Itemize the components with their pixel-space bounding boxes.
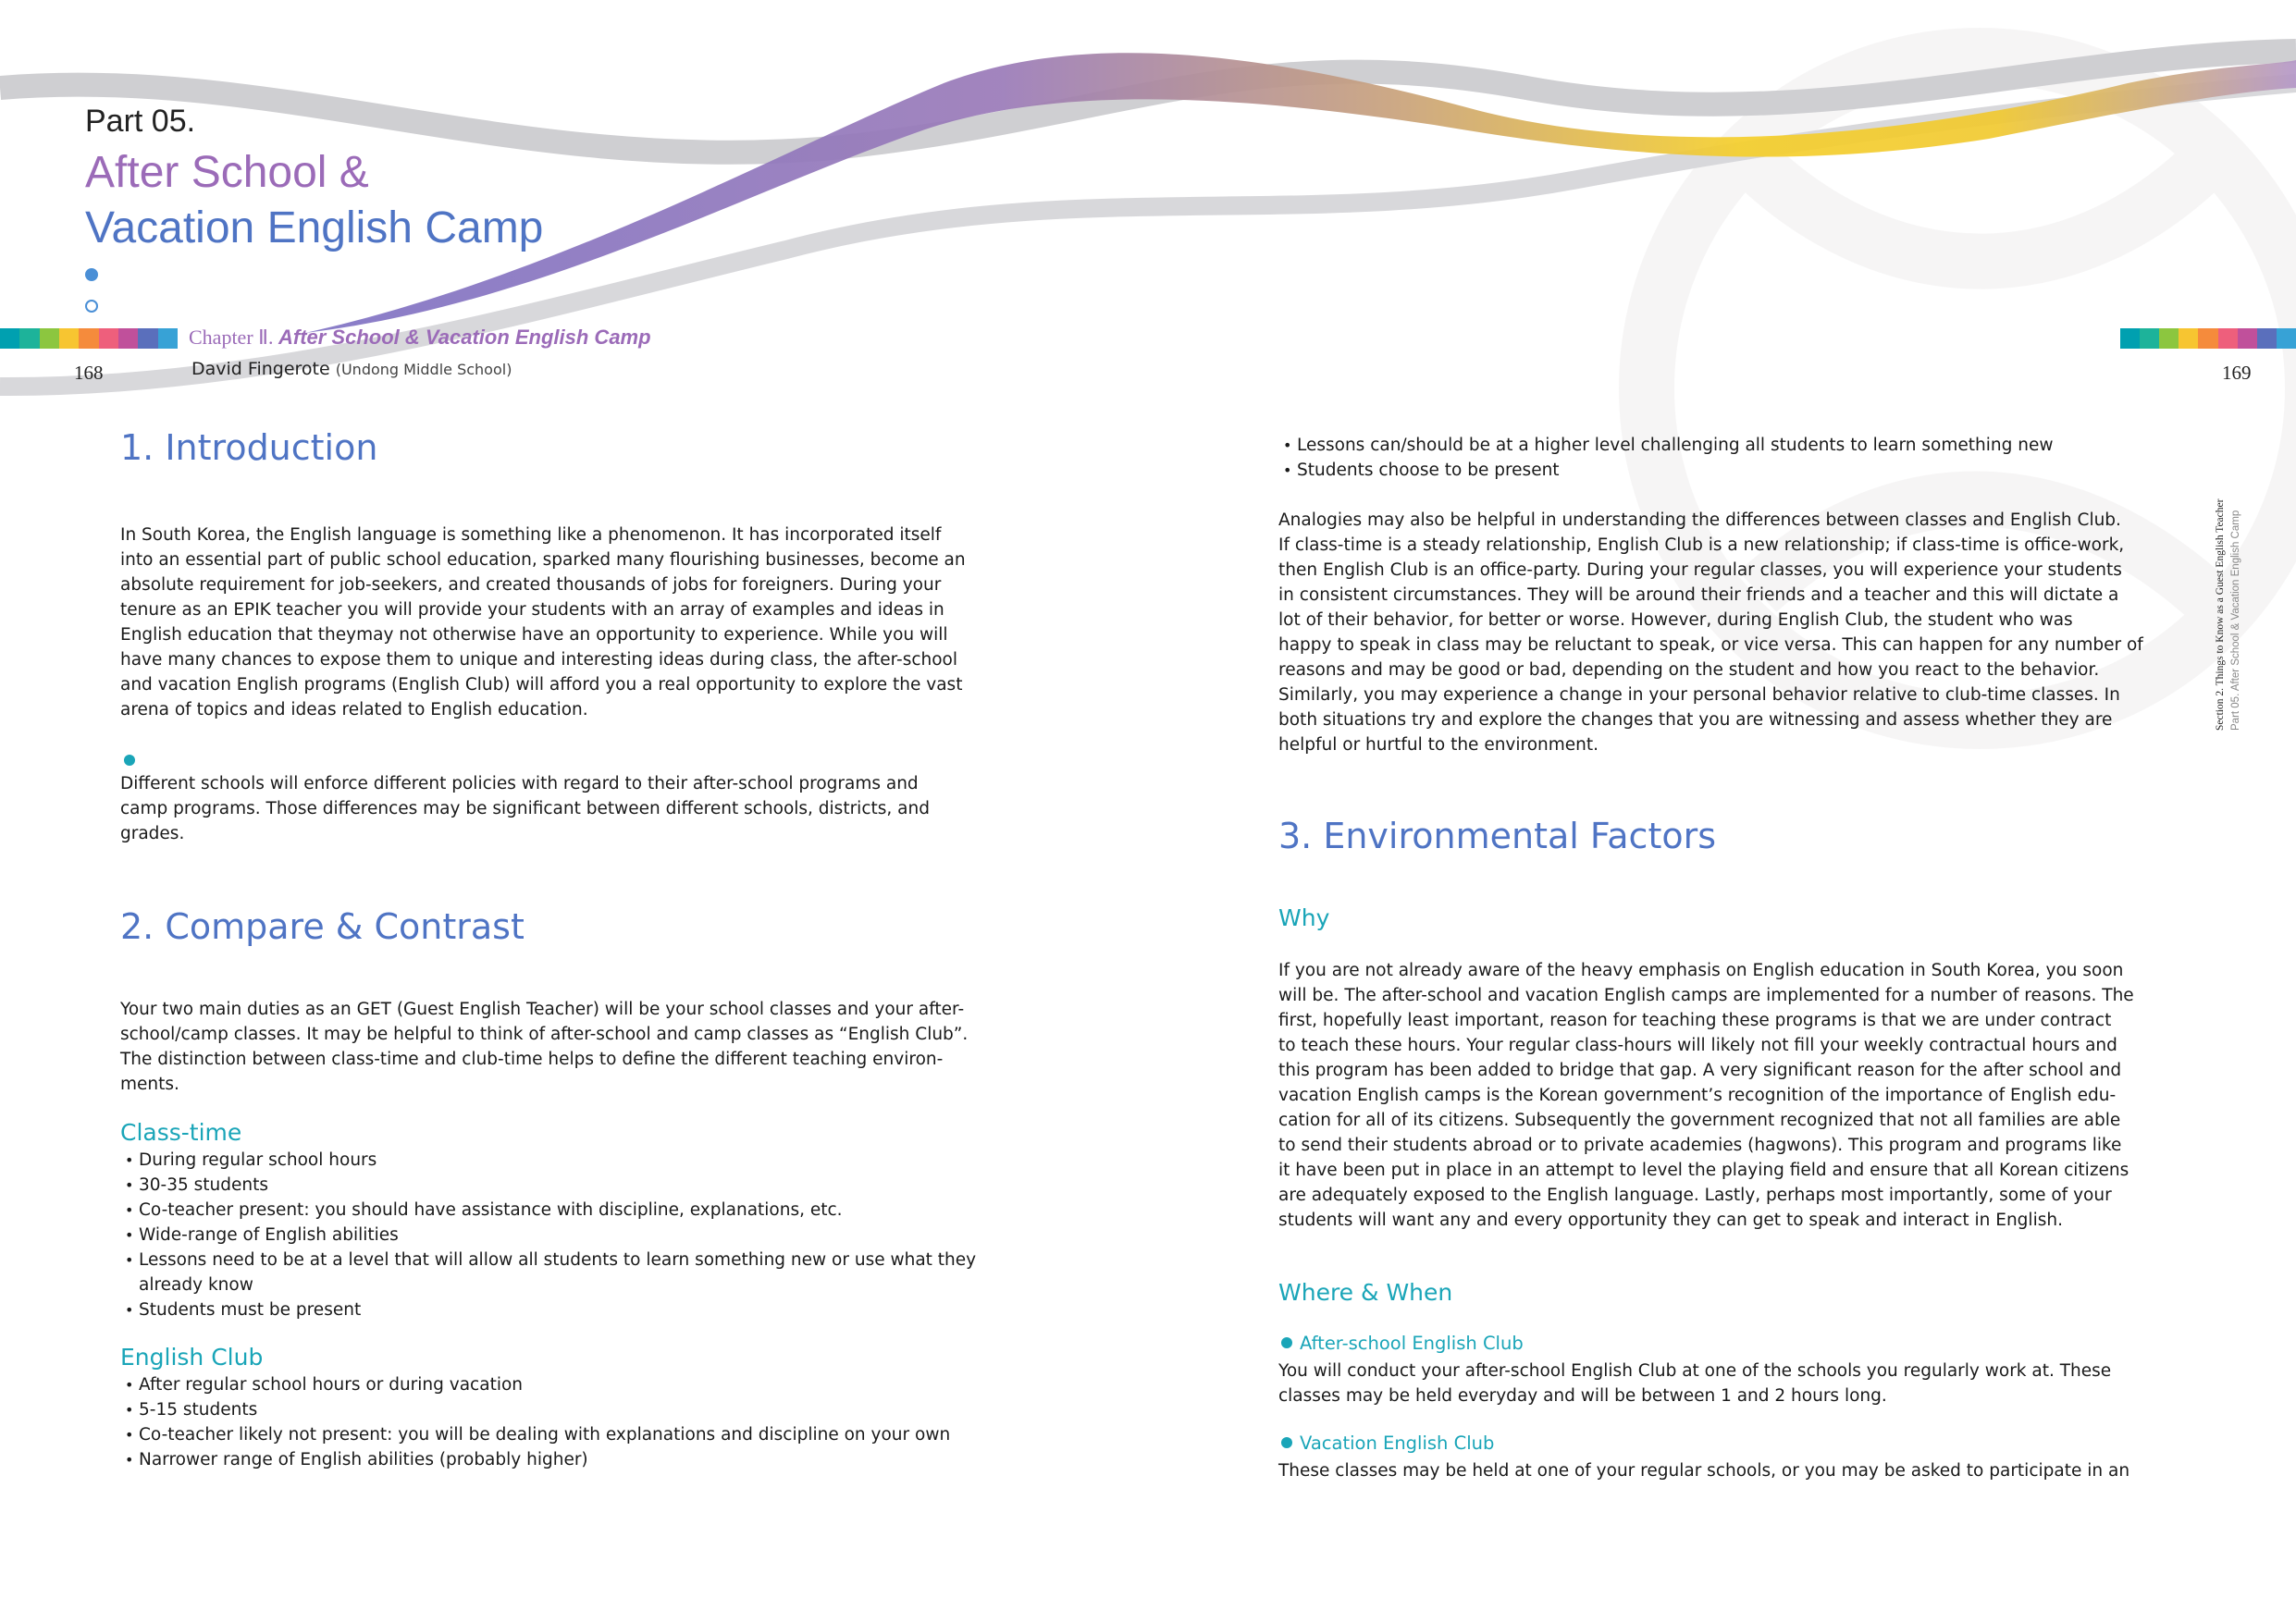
part-label: Part 05. — [85, 104, 196, 139]
text-line: have many chances to expose them to unique and interesting ideas during class, the after-school — [120, 650, 958, 670]
vacation-label — [1281, 1432, 1494, 1454]
text-line: then English Club is an office-party. During your regular classes, you will experience your students — [1278, 560, 2122, 580]
analogy-paragraph — [1278, 508, 2203, 757]
list-item: • During regular school hours — [120, 1148, 1045, 1173]
text-line: In South Korea, the English language is something like a phenomenon. It has incorporated itself — [120, 525, 942, 545]
text-line: happy to speak in class may be reluctant to speak, or vice versa. This can happen for any number of — [1278, 635, 2143, 655]
text-line: These classes may be held at one of your regular schools, or you may be asked to participate in an — [1278, 1461, 2130, 1481]
text-line: in consistent circumstances. They will be around their friends and a teacher and this will dictate a — [1278, 585, 2119, 605]
text-line: it have been put in place in an attempt to level the playing field and ensure that all Korean citizens — [1278, 1161, 2129, 1180]
subheading-class-time: Class-time — [120, 1119, 242, 1146]
chapter-title: After School & Vacation English Camp — [278, 326, 651, 349]
text-line: If you are not already aware of the heavy emphasis on English education in South Korea, you soon — [1278, 961, 2124, 980]
text-line: both situations try and explore the changes that you are witnessing and assess whether they are — [1278, 710, 2113, 730]
after-school-label-text: After-school English Club — [1300, 1333, 1524, 1354]
text-line: to teach these hours. Your regular class-hours will likely not fill your weekly contractual hours and — [1278, 1036, 2117, 1055]
subheading-where-when: Where & When — [1278, 1279, 1453, 1306]
text-line: Analogies may also be helpful in understanding the differences between classes and English Club. — [1278, 510, 2121, 530]
text-line: camp programs. Those differences may be significant between different schools, districts, and — [120, 799, 930, 818]
text-line: and vacation English programs (English Club) will afford you a real opportunity to explore the vast — [120, 675, 963, 695]
list-item: • Co-teacher present: you should have assistance with discipline, explanations, etc. — [120, 1198, 1045, 1223]
heading-environmental-factors: 3. Environmental Factors — [1278, 816, 1717, 856]
text-line: school/camp classes. It may be helpful to think of after-school and camp classes as “English Club”. — [120, 1025, 969, 1044]
page-title-line2: Vacation English Camp — [85, 203, 544, 252]
text-line: If class-time is a steady relationship, English Club is a new relationship; if class-time is office-work, — [1278, 535, 2125, 555]
heading-introduction: 1. Introduction — [120, 427, 378, 468]
list-item: • Lessons need to be at a level that will allow all students to learn something new or use what they — [120, 1248, 1045, 1273]
running-head-vertical — [2213, 398, 2244, 731]
heading-compare-contrast: 2. Compare & Contrast — [120, 906, 525, 947]
vacation-label-text: Vacation English Club — [1300, 1432, 1495, 1454]
text-line: arena of topics and ideas related to English education. — [120, 700, 588, 719]
subheading-english-club: English Club — [120, 1344, 264, 1371]
text-line: Your two main duties as an GET (Guest English Teacher) will be your school classes and your after- — [120, 1000, 965, 1019]
author-affiliation: (Undong Middle School) — [335, 361, 512, 378]
text-line: cation for all of its citizens. Subsequently the government recognized that not all families are able — [1278, 1111, 2121, 1130]
text-line: Similarly, you may experience a change in your personal behavior relative to club-time classes. In — [1278, 685, 2120, 705]
chapter-heading — [189, 326, 651, 350]
text-line: reasons and may be good or bad, depending on the student and how you react to the behavior. — [1278, 660, 2100, 680]
text-line: this program has been added to bridge that gap. A very significant reason for the after school and — [1278, 1061, 2122, 1080]
vacation-paragraph — [1278, 1458, 2203, 1483]
text-line: helpful or hurtful to the environment. — [1278, 735, 1599, 755]
text-line: ments. — [120, 1075, 179, 1094]
text-line: are adequately exposed to the English language. Lastly, perhaps most importantly, some of your — [1278, 1186, 2112, 1205]
list-item: • Students must be present — [120, 1297, 1045, 1322]
class-time-list — [120, 1148, 1045, 1322]
bullet-dot — [1281, 1437, 1292, 1448]
list-item: • Students choose to be present — [1278, 458, 2185, 483]
text-line: grades. — [120, 824, 185, 843]
list-item-continuation: already know — [139, 1275, 253, 1295]
after-school-paragraph — [1278, 1359, 2203, 1408]
english-club-list-continued — [1278, 433, 2185, 483]
text-line: classes may be held everyday and will be between 1 and 2 hours long. — [1278, 1386, 1887, 1406]
intro-paragraph — [120, 523, 1027, 722]
list-item: • Narrower range of English abilities (probably higher) — [120, 1447, 1045, 1472]
text-line: students will want any and every opportunity they can get to speak and interact in English. — [1278, 1211, 2063, 1230]
list-item: • Co-teacher likely not present: you will be dealing with explanations and discipline on your own — [120, 1422, 1045, 1447]
page-number-right: 169 — [2222, 362, 2252, 384]
color-strip-left — [0, 328, 178, 349]
text-line: English education that theymay not otherwise have an opportunity to experience. While you will — [120, 625, 948, 645]
list-item: • Wide-range of English abilities — [120, 1223, 1045, 1248]
text-line: absolute requirement for job-seekers, and created thousands of jobs for foreigners. During your — [120, 575, 942, 595]
text-line: Different schools will enforce different policies with regard to their after-school programs and — [120, 774, 919, 793]
text-line: will be. The after-school and vacation English camps are implemented for a number of reasons. The — [1278, 986, 2134, 1005]
text-line: lot of their behavior, for better or worse. However, during English Club, the student who was — [1278, 610, 2073, 630]
chapter-prefix: Chapter Ⅱ. — [189, 326, 274, 349]
list-item: • 5-15 students — [120, 1397, 1045, 1422]
subheading-why: Why — [1278, 904, 1330, 931]
text-line: You will conduct your after-school English Club at one of the schools you regularly work at. These — [1278, 1361, 2112, 1381]
color-strip-right — [2120, 328, 2296, 349]
running-head-section: Section 2. Things to Know as a Guest English Teacher — [2215, 498, 2226, 731]
bullet-dot — [1281, 1337, 1292, 1348]
bullet-dot-filled — [85, 268, 98, 281]
author-name: David Fingerote — [191, 359, 330, 379]
text-line: into an essential part of public school education, sparked many flourishing businesses, become an — [120, 550, 966, 570]
text-line: to send their students abroad or to private academies (hagwons). This program and programs like — [1278, 1136, 2122, 1155]
compare-paragraph — [120, 997, 1027, 1097]
author-line — [191, 359, 512, 379]
running-head-part: Part 05. After School & Vacation English Camp — [2230, 510, 2241, 731]
page-number-left: 168 — [74, 362, 104, 384]
list-item: • Lessons can/should be at a higher level challenging all students to learn something new — [1278, 433, 2185, 458]
intro-note — [120, 771, 1027, 846]
text-line: vacation English camps is the Korean government’s recognition of the importance of English edu- — [1278, 1086, 2117, 1105]
note-bullet-dot — [124, 755, 135, 766]
page-title-line1: After School & — [85, 148, 369, 197]
list-item: • 30-35 students — [120, 1173, 1045, 1198]
after-school-label — [1281, 1333, 1524, 1354]
text-line: The distinction between class-time and club-time helps to define the different teaching environ- — [120, 1050, 944, 1069]
list-item: • After regular school hours or during vacation — [120, 1372, 1045, 1397]
why-paragraph — [1278, 958, 2203, 1233]
text-line: first, hopefully least important, reason for teaching these programs is that we are under contract — [1278, 1011, 2112, 1030]
bullet-dot-open — [85, 300, 98, 313]
text-line: tenure as an EPIK teacher you will provide your students with an array of examples and ideas in — [120, 600, 944, 620]
english-club-list — [120, 1372, 1045, 1472]
